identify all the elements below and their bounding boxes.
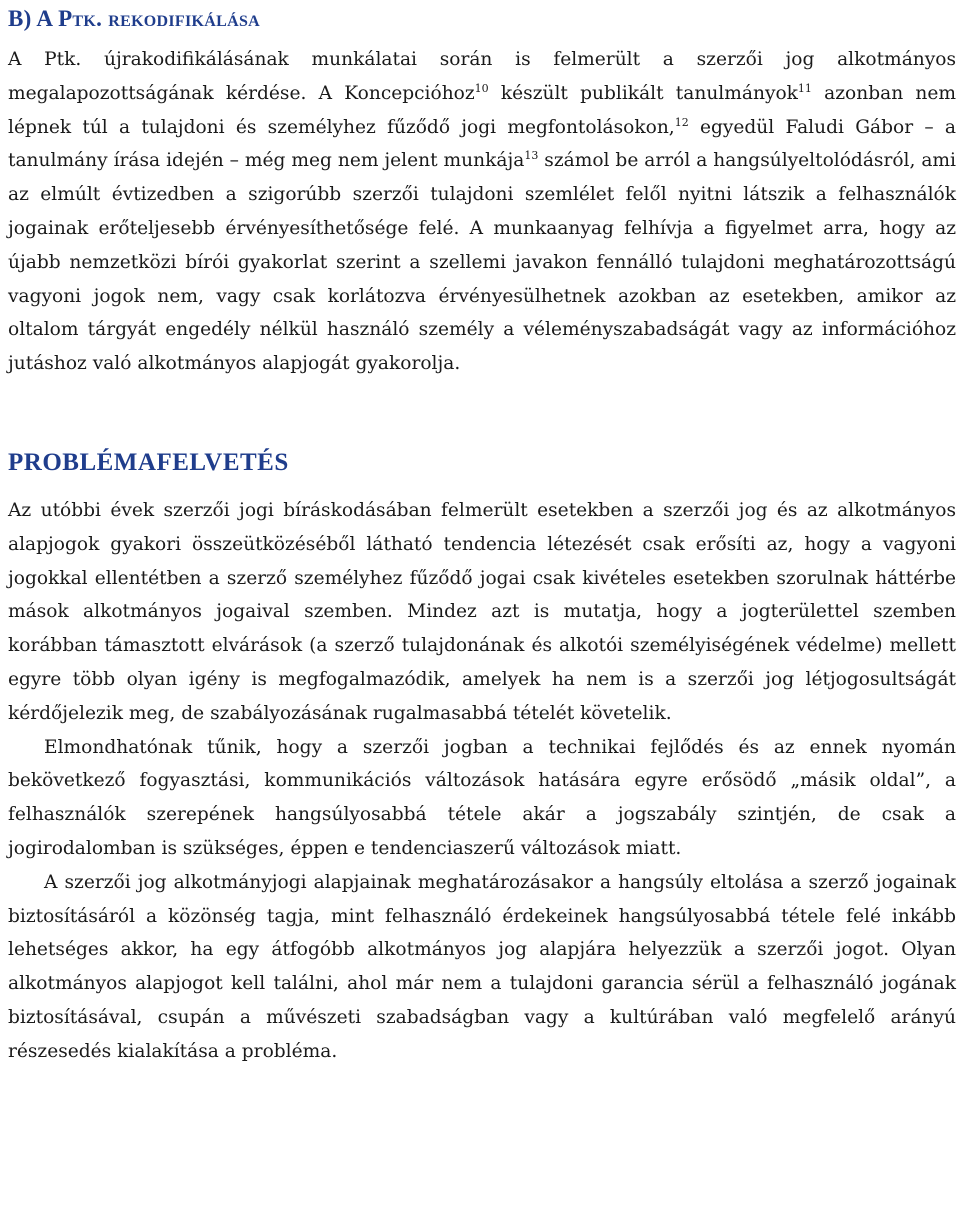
paragraph-problem-1: Az utóbbi évek szerzői jogi bíráskodásában felmerült esetekben a szerzői jog és az alkotmányos alapjogok gyakori összeütközéséből látható tendencia létezését csak erősíti az, hogy a vagyoni jogokkal ellentétben a szerző személyhez fűződő jogai csak kivételes esetekben szorulnak háttérbe mások alkotmányos jogaival szemben. Mindez azt is mutatja, hogy a jogterülettel szemben korábban támasztott elvárások (a szerző tulajdonának és alkotói személyiségének védelme) mellett egyre több olyan igény is megfogalmazódik, amelyek ha nem is a szerzői jog létjogosultságát kérdőjelezik meg, de szabályozásának rugalmasabbá tételét követelik. <box>8 499 956 724</box>
section-heading-problem-statement: PROBLÉMAFELVETÉS <box>8 448 289 476</box>
footnote-ref-13[interactable]: 13 <box>524 149 539 163</box>
section-heading-ptk-recodification: B) A Ptk. rekodifikálása <box>8 6 261 31</box>
footnote-ref-10[interactable]: 10 <box>474 81 489 95</box>
footnote-ref-11[interactable]: 11 <box>797 81 812 95</box>
paragraph-problem-3: A szerzői jog alkotmányjogi alapjainak meghatározásakor a hangsúly eltolása a szerző jogainak biztosításáról a közönség tagja, mint felhasználó érdekeinek hangsúlyosabbá tétele felé inkább lehetséges akkor, ha egy átfogóbb alkotmányos jog alapjára helyezzük a szerzői jogot. Olyan alkotmányos alapjogot kell találni, ahol már nem a tulajdoni garancia sérül a felhasználó jogának biztosításával, csupán a művészeti szabadságban vagy a kultúrában való megfelelő arányú részesedés kialakítása a probléma. <box>8 871 956 1062</box>
text-run: egyedül Faludi Gábor – a tanulmány írása idején – még meg nem jelent munkája <box>8 116 957 172</box>
paragraph-ptk-recodification <box>8 43 956 381</box>
paragraph-problem-2: Elmondhatónak tűnik, hogy a szerzői jogban a technikai fejlődés és az ennek nyomán bekövetkező fogyasztási, kommunikációs változások hatására egyre erősödő „másik oldal”, a felhasználók szerepének hangsúlyosabbá tétele akár a jogszabály szintjén, de csak a jogirodalomban is szükséges, éppen e tendenciaszerű változások miatt. <box>8 736 956 859</box>
document-page <box>8 0 956 1069</box>
text-run: azonban nem lépnek túl a tulajdoni és személyhez fűződő jogi megfontolásokon, <box>8 82 957 138</box>
footnote-ref-12[interactable]: 12 <box>674 115 689 129</box>
text-run: számol be arról a hangsúlyeltolódásról, ami az elmúlt évtizedben a szigorúbb szerzői tulajdoni szemlélet felől nyitni látszik a felhasználók jogainak erőteljesebb érvényesíthetősége felé. A munkaanyag felhívja a figyelmet arra, hogy az újabb nemzetközi bírói gyakorlat szerint a szellemi javakon fennálló tulajdoni meghatározottságú vagyoni jogok nem, vagy csak korlátozva érvényesülhetnek azokban az esetekben, amikor az oltalom tárgyát engedély nélkül használó személy a véleményszabadságát vagy az információhoz jutáshoz való alkotmányos alapjogát gyakorolja. <box>8 150 957 375</box>
text-run: készült publikált tanulmányok <box>488 82 798 104</box>
text-run: A Ptk. újrakodifikálásának munkálatai során is felmerült a szerzői jog alkotmányos megalapozottságának kérdése. A Koncepcióhoz <box>8 49 956 104</box>
